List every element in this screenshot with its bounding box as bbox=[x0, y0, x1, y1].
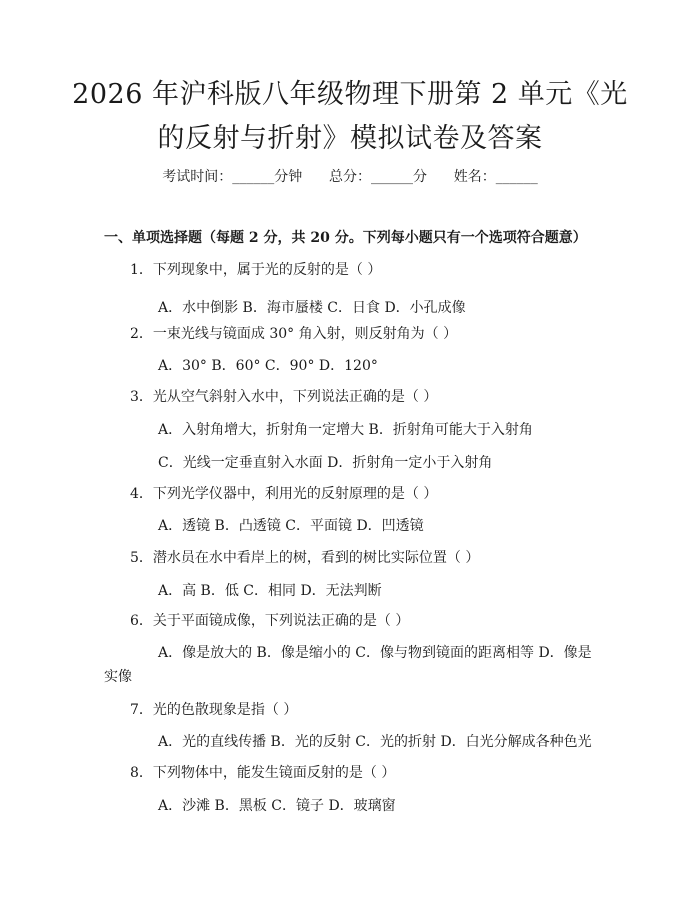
question-4-options: A．透镜 B．凸透镜 C．平面镜 D．凹透镜 bbox=[158, 518, 424, 534]
question-7-options: A．光的直线传播 B．光的反射 C．光的折射 D．白光分解成各种色光 bbox=[158, 734, 592, 750]
question-3-options-line-2: C．光线一定垂直射入水面 D．折射角一定小于入射角 bbox=[158, 455, 493, 471]
question-1-options: A．水中倒影 B．海市蜃楼 C．日食 D．小孔成像 bbox=[158, 300, 466, 316]
question-2-options: A．30° B．60° C．90° D．120° bbox=[158, 358, 378, 374]
question-4-stem: 4．下列光学仪器中，利用光的反射原理的是（ ） bbox=[130, 486, 438, 502]
question-8-options: A．沙滩 B．黑板 C．镜子 D．玻璃窗 bbox=[158, 798, 396, 814]
exam-info-line: 考试时间：______分钟 总分：______分 姓名：______ bbox=[162, 169, 538, 185]
question-6-options: A．像是放大的 B．像是缩小的 C．像与物到镜面的距离相等 D．像是实像 bbox=[104, 645, 592, 685]
question-7-stem: 7．光的色散现象是指（ ） bbox=[130, 702, 298, 718]
section-heading-single-choice: 一、单项选择题（每题 2 分，共 20 分。下列每小题只有一个选项符合题意） bbox=[104, 230, 587, 246]
page-title-line-2: 的反射与折射》模拟试卷及答案 bbox=[157, 123, 543, 154]
question-6-stem: 6．关于平面镜成像，下列说法正确的是（ ） bbox=[130, 613, 410, 629]
question-8-stem: 8．下列物体中，能发生镜面反射的是（ ） bbox=[130, 765, 396, 781]
page-title-line-1: 2026 年沪科版八年级物理下册第 2 单元《光 bbox=[72, 79, 628, 110]
question-5-options: A．高 B．低 C．相同 D．无法判断 bbox=[158, 583, 382, 599]
question-5-stem: 5．潜水员在水中看岸上的树，看到的树比实际位置（ ） bbox=[130, 550, 480, 566]
question-3-options-line-1: A．入射角增大，折射角一定增大 B．折射角可能大于入射角 bbox=[158, 422, 533, 438]
question-3-stem: 3．光从空气斜射入水中，下列说法正确的是（ ） bbox=[130, 389, 438, 405]
question-1-stem: 1．下列现象中，属于光的反射的是（ ） bbox=[130, 262, 382, 278]
question-2-stem: 2．一束光线与镜面成 30° 角入射，则反射角为（ ） bbox=[130, 326, 458, 342]
